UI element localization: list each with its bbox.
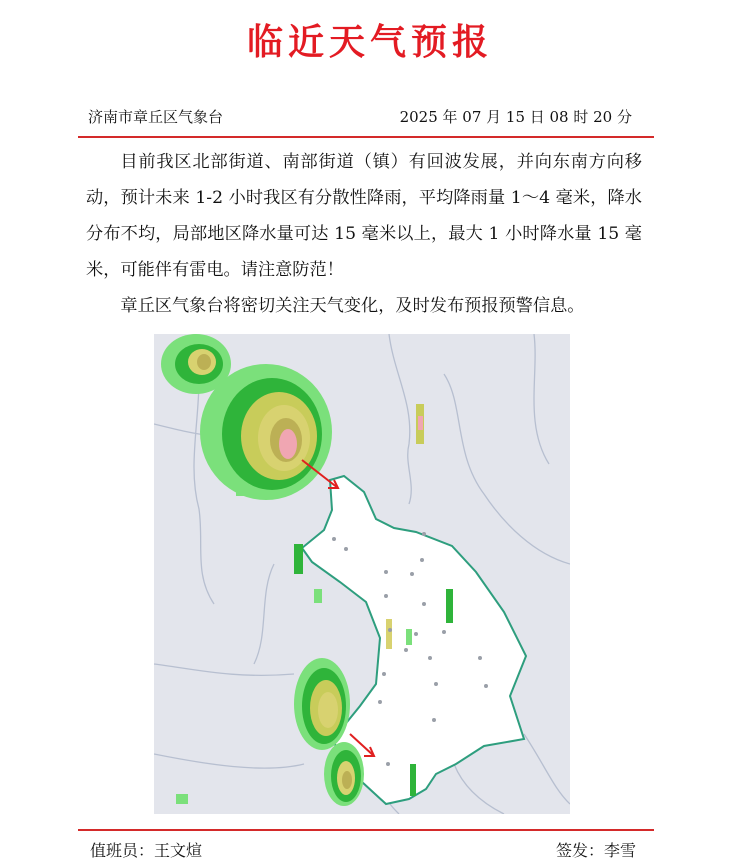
issue-time: 2025 年 07 月 15 日 08 时 20 分 (399, 108, 632, 126)
notice-paragraph: 章丘区气象台将密切关注天气变化，及时发布预报预警信息。 (120, 296, 585, 316)
forecast-body (86, 144, 642, 324)
forecast-paragraph: 目前我区北部街道、南部街道（镇）有回波发展，并向东南方向移动，预计未来 1-2 小时我区有分散性降雨，平均降雨量 1～4 毫米，降水分布不均，局部地区降水量可达 15 毫米以上，最大 1 小时降水量 15 毫米，可能伴有雷电。请注意防范！ (86, 152, 642, 280)
radar-map (154, 334, 570, 814)
header-rule (78, 136, 654, 138)
page-title: 临近天气预报 (246, 22, 493, 63)
signoff: 签发：李雪 (555, 841, 636, 860)
duty-officer: 值班员：王文煊 (90, 841, 203, 860)
footer-rule (78, 829, 654, 831)
issuer-name: 济南市章丘区气象台 (88, 108, 224, 126)
radar-map-graphic (154, 334, 570, 814)
